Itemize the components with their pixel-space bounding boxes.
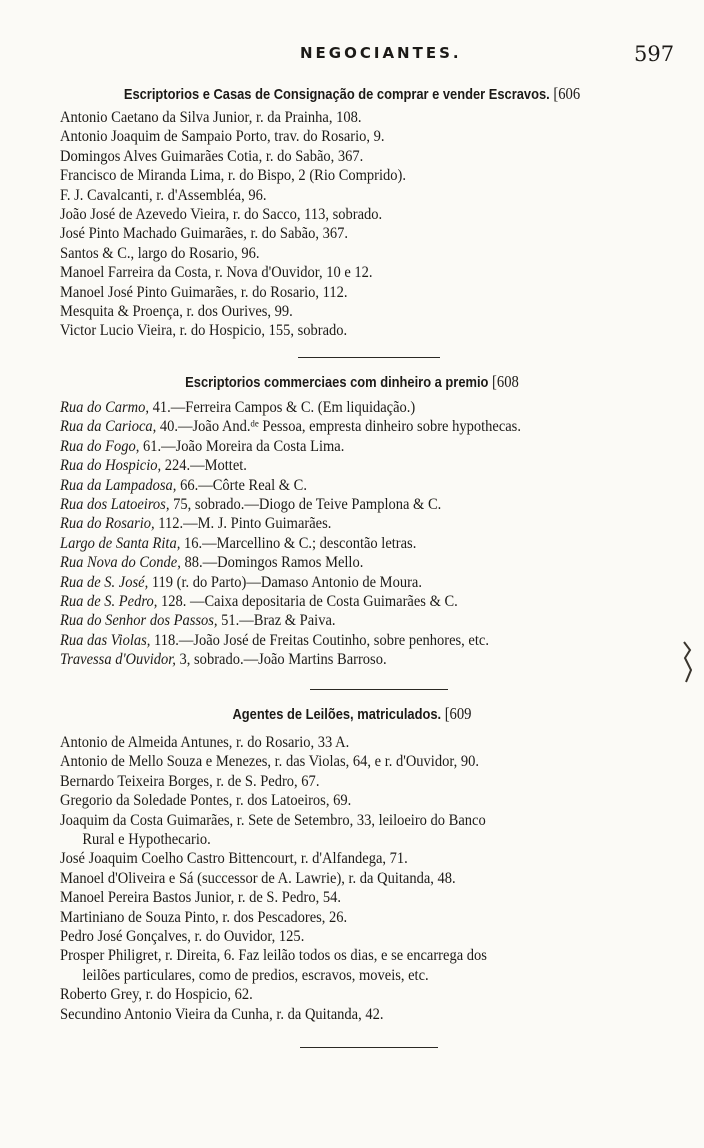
entry-text: 66.—Côrte Real & C.: [176, 476, 307, 494]
street-name: Largo de Santa Rita,: [60, 534, 181, 552]
list-item: Bernardo Teixeira Borges, r. de S. Pedro, 67.: [60, 772, 320, 790]
entry-text: 224.—Mottet.: [161, 457, 247, 475]
entry-text: 51.—Braz & Paiva.: [217, 612, 336, 630]
entry-text: 88.—Domingos Ramos Mello.: [180, 554, 364, 572]
street-name: Rua de S. José,: [60, 573, 149, 591]
section-heading-premio: [49, 372, 654, 392]
entry-text: 41.—Ferreira Campos & C. (Em liquidação.): [149, 399, 416, 416]
list-item: [60, 417, 646, 436]
entry-list-leiloes: [60, 733, 690, 1024]
list-item: Santos & C., largo do Rosario, 96.: [60, 244, 260, 262]
list-item: [60, 592, 646, 611]
list-item: Martiniano de Souza Pinto, r. dos Pescadores, 26.: [60, 908, 348, 926]
street-name: Rua do Fogo,: [60, 437, 140, 455]
list-item: José Pinto Machado Guimarães, r. do Sabão, 367.: [60, 225, 348, 243]
list-item: Domingos Alves Guimarães Cotia, r. do Sabão, 367.: [60, 147, 364, 165]
list-item: [60, 611, 646, 630]
list-item: [60, 514, 646, 533]
list-item: Antonio Caetano da Silva Junior, r. da Prainha, 108.: [60, 109, 362, 126]
page-title: NEGOCIANTES.: [300, 44, 462, 62]
street-name: Rua de S. Pedro,: [60, 593, 158, 611]
entry-text: 75, sobrado.—Diogo de Teive Pamplona & C.: [169, 496, 442, 514]
list-item: Antonio Joaquim de Sampaio Porto, trav. do Rosario, 9.: [60, 128, 385, 146]
entry-list-escravos: [60, 108, 690, 341]
list-item: Antonio de Almeida Antunes, r. do Rosario, 33 A.: [60, 734, 350, 751]
street-name: Rua Nova do Conde,: [60, 554, 181, 572]
list-item: Manoel Farreira da Costa, r. Nova d'Ouvidor, 10 e 12.: [60, 264, 373, 282]
list-item: José Joaquim Coelho Castro Bittencourt, r. d'Alfandega, 71.: [60, 850, 408, 868]
section-heading-text: Agentes de Leilões, matriculados.: [232, 706, 442, 723]
entry-text: 16.—Marcellino & C.; descontão letras.: [180, 534, 417, 552]
list-item: Francisco de Miranda Lima, r. do Bispo, 2 (Rio Comprido).: [60, 167, 407, 185]
list-item: João José de Azevedo Vieira, r. do Sacco, 113, sobrado.: [60, 206, 383, 224]
list-item: Prosper Philigret, r. Direita, 6. Faz leilão todos os dias, e se encarrega dos: [60, 947, 487, 965]
street-name: Rua do Hospicio,: [60, 457, 162, 475]
section-heading-text: Escriptorios commerciaes com dinheiro a premio: [185, 374, 489, 391]
list-item: Manoel d'Oliveira e Sá (successor de A. Lawrie), r. da Quitanda, 48.: [60, 869, 456, 887]
street-name: Rua das Violas,: [60, 631, 151, 649]
street-name: Travessa d'Ouvidor,: [60, 651, 176, 669]
list-item: Mesquita & Proença, r. dos Ourives, 99.: [60, 303, 293, 321]
street-name: Rua dos Latoeiros,: [60, 496, 170, 514]
list-item: [60, 398, 646, 417]
list-item: Manoel José Pinto Guimarães, r. do Rosario, 112.: [60, 283, 348, 301]
street-name: Rua da Carioca,: [60, 418, 157, 436]
street-name: Rua do Senhor dos Passos,: [60, 612, 218, 630]
page-number: 597: [634, 42, 675, 66]
section-heading-escravos: [49, 84, 654, 104]
street-name: Rua do Carmo,: [60, 399, 150, 416]
section-ref: [608: [492, 372, 519, 391]
list-item: [60, 553, 646, 572]
list-item: [60, 650, 646, 669]
list-item: Secundino Antonio Vieira da Cunha, r. da Quitanda, 42.: [60, 1005, 384, 1023]
street-name: Rua do Rosario,: [60, 515, 155, 533]
list-item: Antonio de Mello Souza e Menezes, r. das Violas, 64, e r. d'Ouvidor, 90.: [60, 753, 479, 771]
entry-text: 40.—João And.ᵈᵉ Pessoa, empresta dinheiro sobre hypothecas.: [156, 418, 521, 436]
list-item: Gregorio da Soledade Pontes, r. dos Latoeiros, 69.: [60, 792, 352, 810]
list-item: [60, 573, 646, 592]
section-heading-text: Escriptorios e Casas de Consignação de comprar e vender Escravos.: [123, 86, 550, 103]
list-item: [60, 495, 646, 514]
entry-text: 128. —Caixa depositaria de Costa Guimarães & C.: [157, 593, 458, 611]
list-item: [60, 437, 646, 456]
section-divider: [300, 1047, 438, 1048]
list-item: Roberto Grey, r. do Hospicio, 62.: [60, 986, 253, 1004]
list-item-continuation: Rural e Hypothecario.: [82, 831, 211, 849]
section-divider: [310, 689, 448, 690]
list-item: Joaquim da Costa Guimarães, r. Sete de Setembro, 33, leiloeiro do Banco: [60, 811, 486, 829]
section-heading-leiloes: [49, 704, 654, 724]
section-ref: [609: [444, 704, 472, 723]
street-name: Rua da Lampadosa,: [60, 476, 177, 494]
page-edge-mark: [682, 640, 692, 684]
list-item-continuation: leilões particulares, como de predios, escravos, moveis, etc.: [82, 966, 429, 984]
list-item: Victor Lucio Vieira, r. do Hospicio, 155, sobrado.: [60, 322, 348, 340]
running-head: [0, 44, 704, 68]
entry-text: 3, sobrado.—João Martins Barroso.: [175, 651, 387, 669]
entry-text: 119 (r. do Parto)—Damaso Antonio de Moura.: [148, 573, 422, 591]
list-item: [60, 476, 646, 495]
section-divider: [298, 357, 440, 358]
entry-text: 61.—João Moreira da Costa Lima.: [139, 437, 345, 455]
list-item: [60, 631, 646, 650]
entry-list-premio: [60, 398, 690, 670]
list-item: Manoel Pereira Bastos Junior, r. de S. Pedro, 54.: [60, 889, 341, 907]
list-item: Pedro José Gonçalves, r. do Ouvidor, 125.: [60, 928, 305, 946]
entry-text: 118.—João José de Freitas Coutinho, sobre penhores, etc.: [150, 631, 489, 649]
section-ref: [606: [553, 84, 581, 103]
list-item: F. J. Cavalcanti, r. d'Assembléa, 96.: [60, 186, 267, 204]
list-item: [60, 456, 646, 475]
list-item: [60, 534, 646, 553]
entry-text: 112.—M. J. Pinto Guimarães.: [154, 515, 332, 533]
